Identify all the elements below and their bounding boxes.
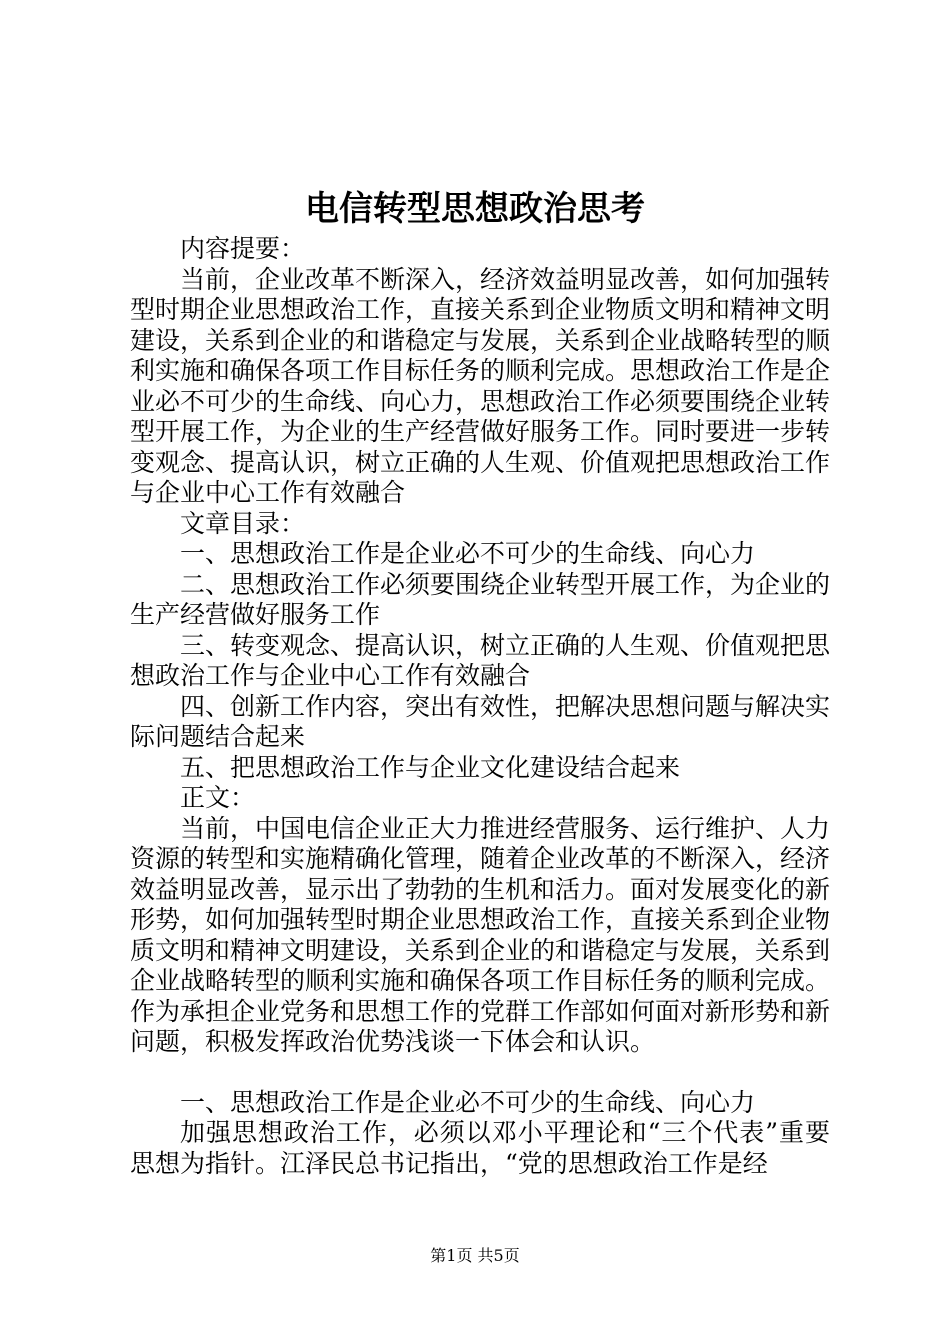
document-body [130, 234, 830, 1179]
section-1-heading: 一、思想政治工作是企业必不可少的生命线、向心力 [180, 1087, 756, 1117]
document-title: 电信转型思想政治思考 [305, 189, 645, 229]
toc-label: 文章目录： [180, 508, 306, 538]
toc-item-1: 一、思想政治工作是企业必不可少的生命线、向心力 [180, 539, 756, 568]
intro-paragraph: 当前，中国电信企业正大力推进经营服务、运行维护、人力资源的转型和实施精确化管理，随着企业改革的不断深入，经济效益明显改善，显示出了勃勃的生机和活力。面对发展变化的新形势，如何加强转型时期企业思想政治工作，直接关系到企业物质文明和精神文明建设，关系到企业的和谐稳定与发展，关系到企业战略转型的顺利实施和确保各项工作目标任务的顺利完成。作为承担企业党务和思想工作的党群工作部如何面对新形势和新问题，积极发挥政治优势浅谈一下体会和认识。 [130, 813, 831, 1056]
section-1-paragraph: 加强思想政治工作，必须以邓小平理论和“三个代表”重要思想为指针。江泽民总书记指出，“党的思想政治工作是经 [130, 1118, 830, 1178]
page-footer: 第1页 共5页 [430, 1246, 520, 1265]
abstract-paragraph: 当前，企业改革不断深入，经济效益明显改善，如何加强转型时期企业思想政治工作，直接关系到企业物质文明和精神文明建设，关系到企业的和谐稳定与发展，关系到企业战略转型的顺利实施和确保各项工作目标任务的顺利完成。思想政治工作是企业必不可少的生命线、向心力，思想政治工作必须要围绕企业转型开展工作，为企业的生产经营做好服务工作。同时要进一步转变观念、提高认识，树立正确的人生观、价值观把思想政治工作与企业中心工作有效融合 [130, 264, 831, 507]
toc-item-4: 四、创新工作内容，突出有效性，把解决思想问题与解决实际问题结合起来 [130, 691, 831, 751]
abstract-label: 内容提要： [180, 234, 306, 263]
toc-item-5: 五、把思想政治工作与企业文化建设结合起来 [180, 752, 681, 782]
body-label: 正文： [180, 783, 256, 812]
toc-item-3: 三、转变观念、提高认识，树立正确的人生观、价值观把思想政治工作与企业中心工作有效融合 [130, 630, 831, 690]
toc-item-2: 二、思想政治工作必须要围绕企业转型开展工作，为企业的生产经营做好服务工作 [130, 569, 831, 629]
